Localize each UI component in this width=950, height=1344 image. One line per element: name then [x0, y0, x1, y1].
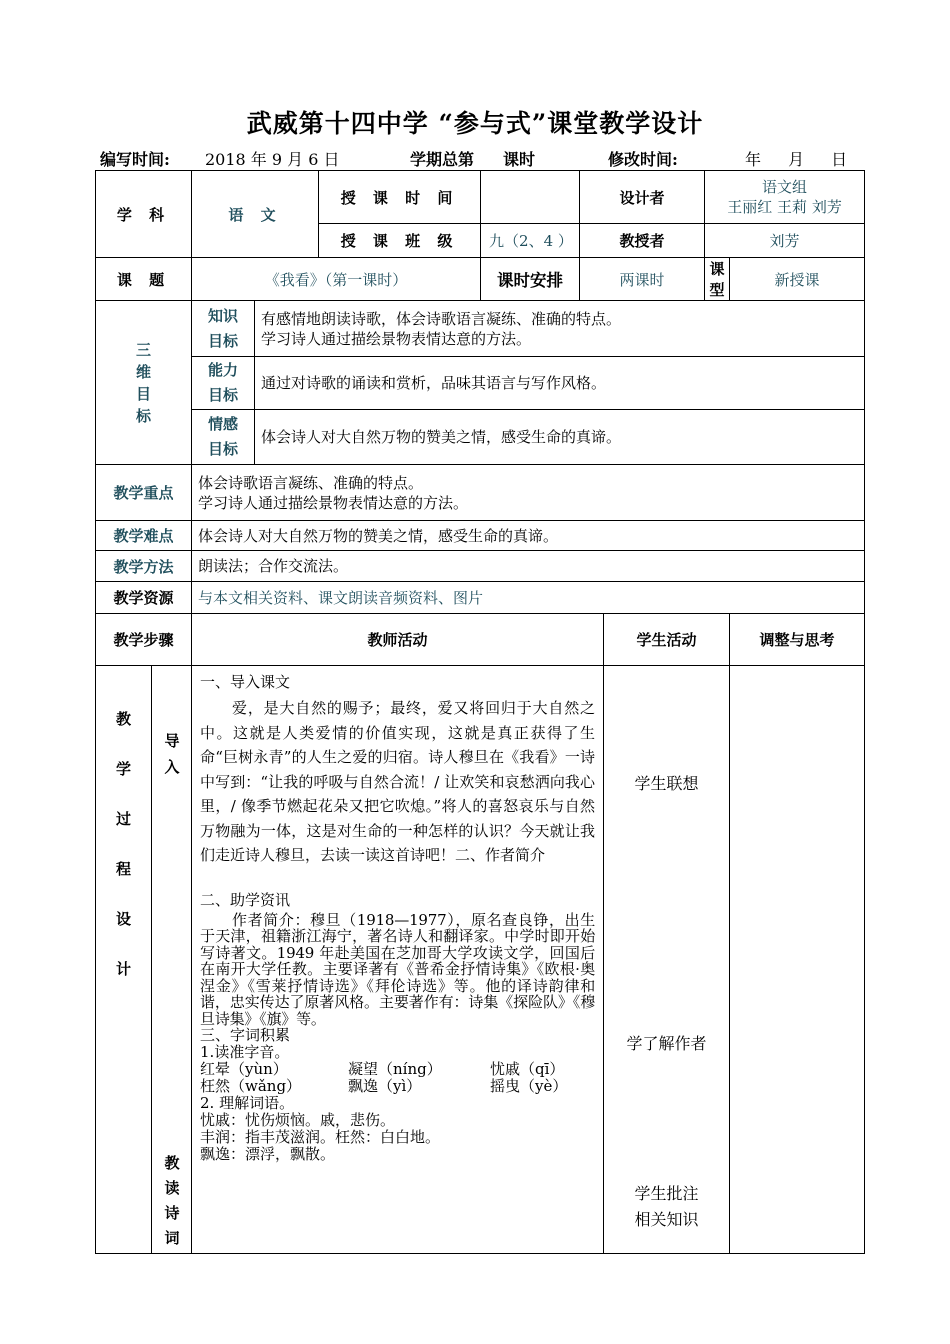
pronunciation-row: 红晕（yùn） 凝望（níng） 忧戚（qī） [200, 1060, 565, 1078]
type-value: 新授课 [730, 258, 865, 301]
teacher-activity [192, 666, 604, 1254]
words-subtitle: 2. 理解词语。 [200, 1094, 295, 1112]
teaching-time-value [481, 171, 580, 224]
term-label: 学期总第 [410, 150, 475, 169]
info-title: 二、助学资讯 [200, 890, 291, 909]
focus-text: 体会诗歌语言凝练、准确的特点。 学习诗人通过描绘景物表情达意的方法。 [192, 465, 865, 521]
modify-time-value: 年 月 日 [745, 150, 848, 169]
adjust-header: 调整与思考 [730, 614, 865, 666]
modify-time-label: 修改时间: [608, 150, 678, 169]
topic-value: 《我看》（第一课时） [192, 258, 481, 301]
student-activity-annotate: 学生批注 相关知识 [634, 1184, 699, 1229]
type-label: 课型 [705, 258, 730, 301]
difficulty-label: 教学难点 [96, 521, 192, 551]
schedule-value: 两课时 [580, 258, 705, 301]
student-activity [604, 666, 730, 1254]
designer-value [705, 171, 865, 224]
subject-label: 学 科 [96, 171, 192, 258]
adjust-column [730, 666, 865, 1254]
instructor-value: 刘芳 [705, 224, 865, 258]
student-activity-header: 学生活动 [604, 614, 730, 666]
ability-goal-text: 通过对诗歌的诵读和赏析，品味其语言与写作风格。 [255, 357, 865, 410]
topic-label: 课 题 [96, 258, 192, 301]
emotion-goal-text: 体会诗人对大自然万物的赞美之情，感受生命的真谛。 [255, 410, 865, 465]
teacher-activity-header: 教师活动 [192, 614, 604, 666]
vocab-title: 三、字词积累 [200, 1026, 291, 1044]
knowledge-goal-text: 有感情地朗读诗歌，体会诗歌语言凝练、准确的特点。 学习诗人通过描绘景物表情达意的方法。 [255, 301, 865, 357]
resource-label: 教学资源 [96, 582, 192, 614]
emotion-goal-label: 情感 目标 [192, 410, 255, 465]
steps-header: 教学步骤 [96, 614, 192, 666]
method-text: 朗读法；合作交流法。 [192, 551, 865, 582]
stage-intro-label: 导 入 [164, 732, 180, 776]
schedule-label: 课时安排 [481, 258, 580, 301]
class-value: 九（2、4 ） [481, 224, 580, 258]
author-paragraph: 作者简介：穆旦（1918—1977），原名查良铮，出生于天津，祖籍浙江海宁，著名诗人和翻译家。中学时即开始写诗著文。1949 年赴美国在芝加哥大学攻读文学，回国后在南开大学任教。主要译著有《普希金抒情诗集》《欧根·奥涅金》《雪莱抒情诗选》《拜伦诗选》等。他的译诗韵律和谐，忠实传达了原著风格。主要著作有：诗集《探险队》《穆旦诗集》《旗》等。 [200, 910, 596, 1028]
student-activity-associate: 学生联想 [634, 774, 699, 793]
teaching-time-label: 授 课 时 间 [319, 171, 481, 224]
pronunciation-subtitle: 1.读准字音。 [200, 1043, 290, 1061]
student-activity-author: 学了解作者 [626, 1034, 707, 1053]
three-dimension-goals-label: 三 维 目 标 [96, 301, 192, 465]
designer-group: 语文组 [762, 178, 808, 196]
lesson-plan-table [95, 170, 865, 1254]
stage-column [152, 666, 192, 1254]
word-definition: 忧戚：忧伤烦恼。戚，悲伤。 [200, 1111, 396, 1129]
lesson-label: 课时 [503, 150, 536, 169]
method-label: 教学方法 [96, 551, 192, 582]
write-time-label: 编写时间: [100, 150, 170, 169]
write-time-value: 2018 年 9 月 6 日 [205, 150, 340, 169]
process-label: 教 学 过 程 设 计 [96, 666, 152, 1254]
intro-title: 一、导入课文 [200, 673, 291, 691]
stage-reading-label: 教 读 诗 词 [164, 1154, 180, 1247]
instructor-label: 教授者 [580, 224, 705, 258]
class-label: 授 课 班 级 [319, 224, 481, 258]
word-definition: 飘逸：漂浮，飘散。 [200, 1145, 336, 1163]
resource-text: 与本文相关资料、课文朗读音频资料、图片 [192, 582, 865, 614]
subject-value: 语 文 [192, 171, 319, 258]
ability-goal-label: 能力 目标 [192, 357, 255, 410]
designer-names: 王丽红 王莉 刘芳 [727, 198, 842, 216]
page-title: 武威第十四中学 “参与式”课堂教学设计 [246, 109, 704, 138]
intro-paragraph: 爱，是大自然的赐予；最终，爱又将回归于大自然之中。这就是人类爱情的价值实现，这就是真正获得了生命“巨树永青”的人生之爱的归宿。诗人穆旦在《我看》一诗中写到：“让我的呼吸与自然合流！/ 让欢笑和哀愁洒向我心里，/ 像季节燃起花朵又把它吹熄。”将人的喜怒哀乐与自然万物融为一体，这是对生命的一种怎样的认识？今天就让我们走近诗人穆旦，去读一读这首诗吧！二、作者简介 [200, 699, 596, 864]
designer-label: 设计者 [580, 171, 705, 224]
word-definition: 丰润：指丰茂滋润。枉然：白白地。 [200, 1128, 441, 1146]
pronunciation-row: 枉然（wǎng） 飘逸（yì） 摇曳（yè） [200, 1077, 568, 1095]
focus-label: 教学重点 [96, 465, 192, 521]
knowledge-goal-label: 知识 目标 [192, 301, 255, 357]
difficulty-text: 体会诗人对大自然万物的赞美之情，感受生命的真谛。 [192, 521, 865, 551]
